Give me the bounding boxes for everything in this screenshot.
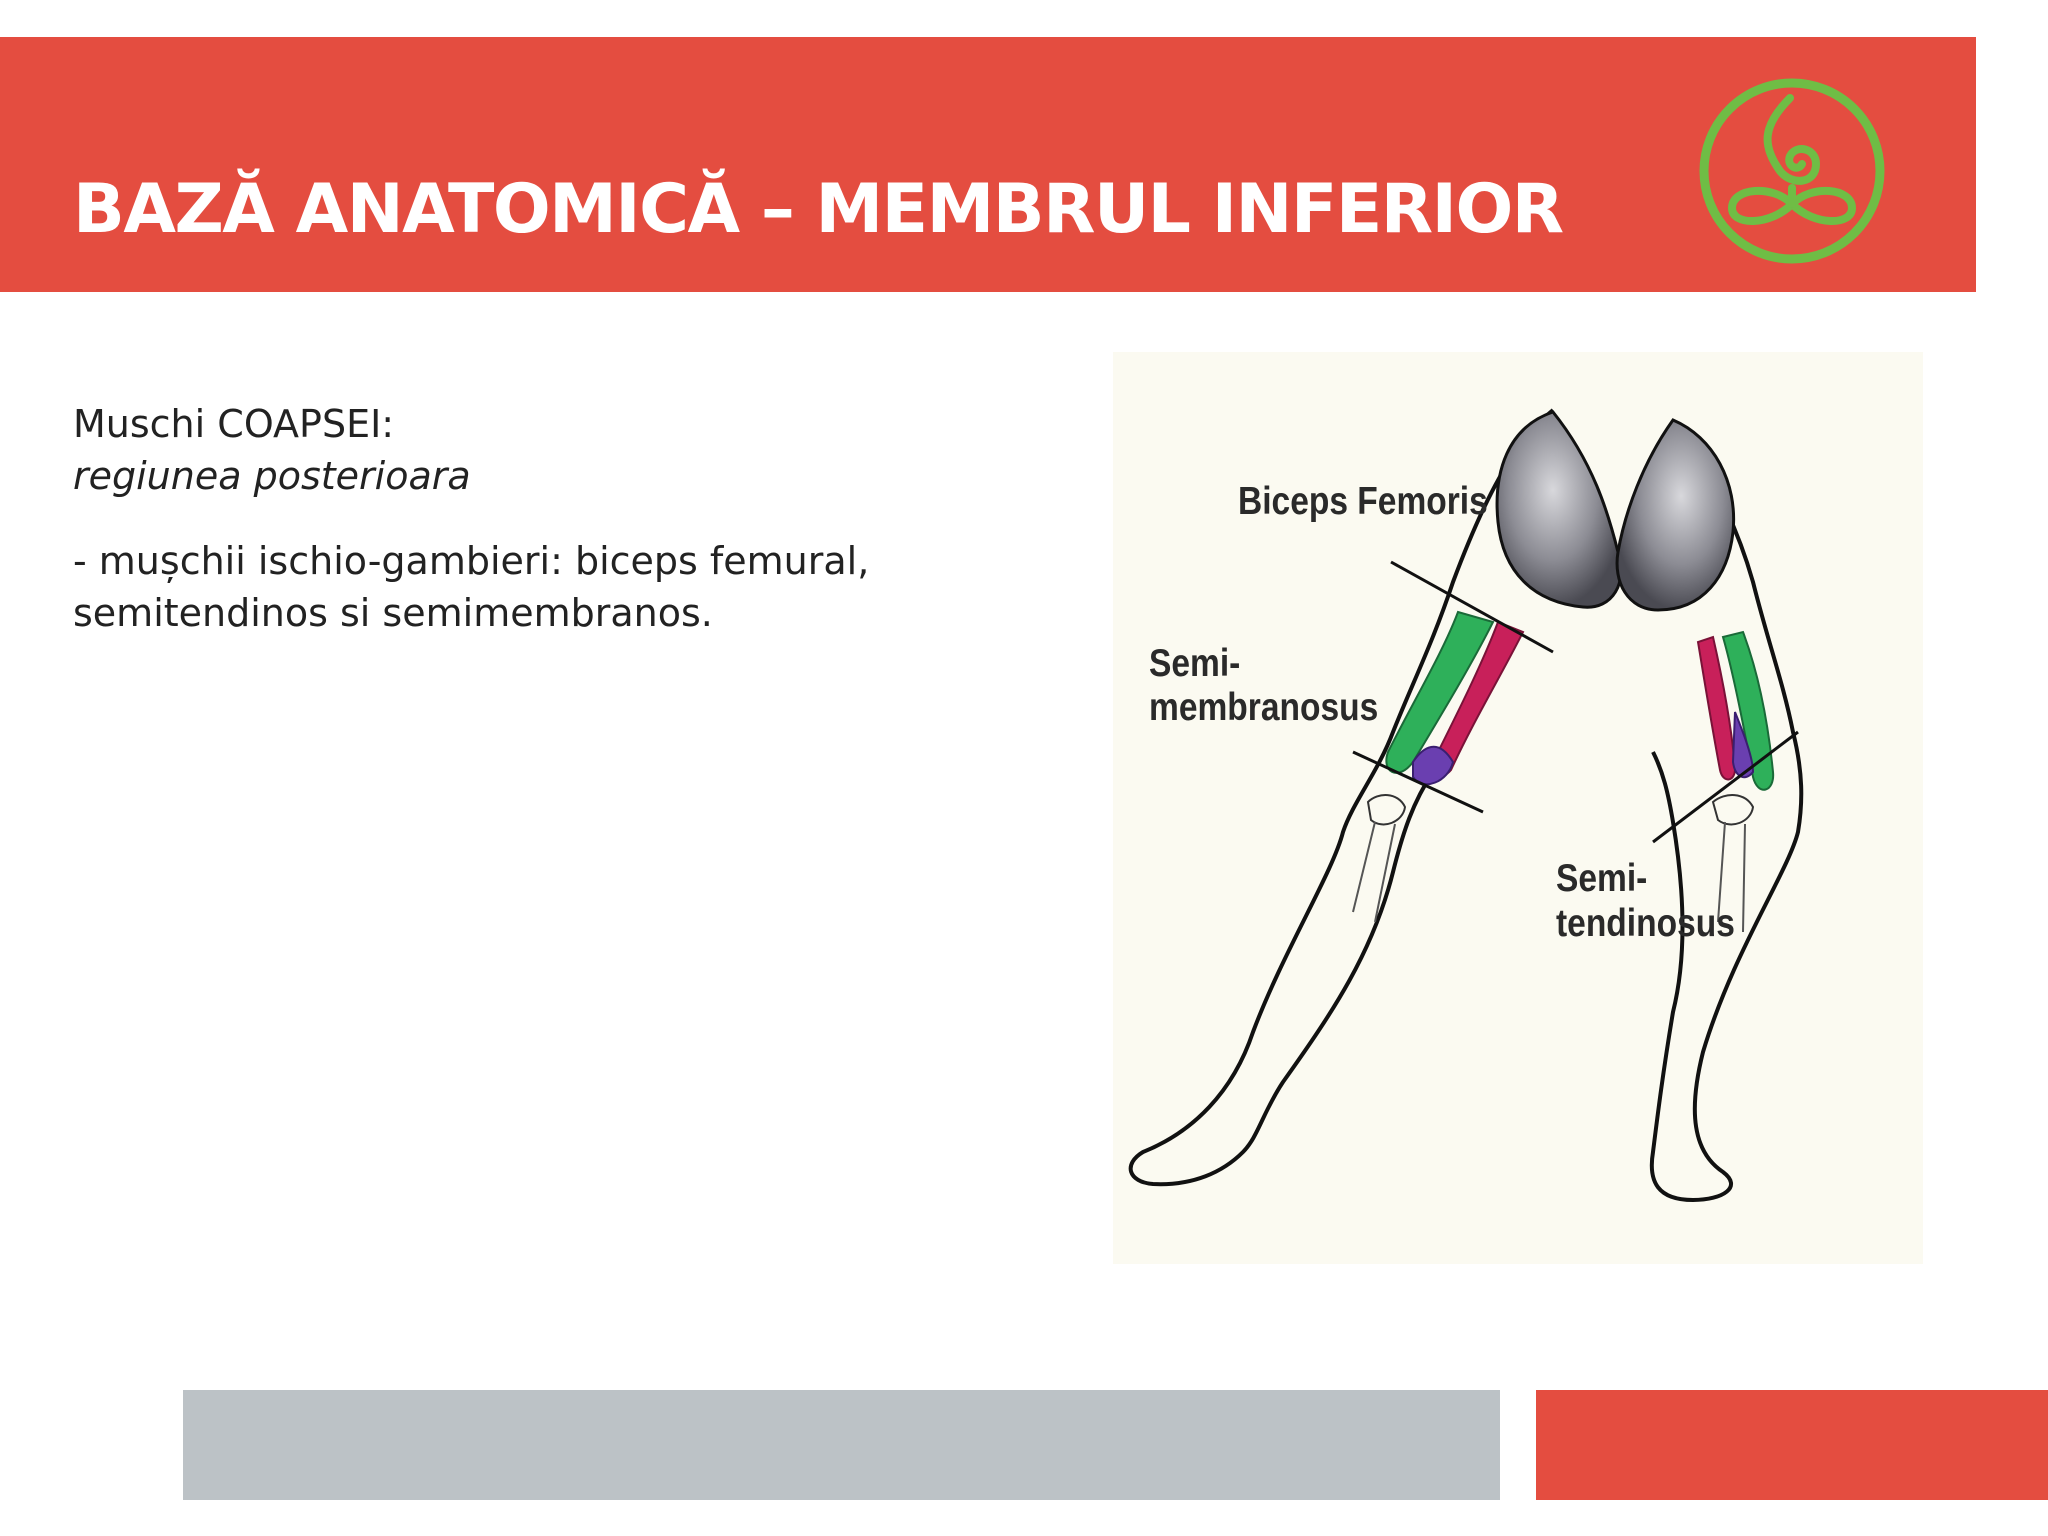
header-band [0, 37, 1976, 292]
label-semimembranosus-line2: membranosus [1149, 686, 1379, 729]
bullet-text: - mușchii ischio-gambieri: biceps femural, semitendinos si semimembranos. [73, 539, 870, 635]
yoga-spiral-logo-icon [1692, 76, 1892, 266]
label-semitendinosus-line1: Semi- [1556, 857, 1648, 900]
hamstring-anatomy-figure [1113, 352, 1923, 1264]
footer-grey-bar [183, 1390, 1500, 1500]
slide-title: BAZĂ ANATOMICĂ – MEMBRUL INFERIOR [73, 170, 1563, 249]
heading-regiunea: regiunea posterioara [73, 454, 471, 498]
footer-red-bar [1536, 1390, 2048, 1500]
legs-illustration [1113, 352, 1923, 1264]
label-biceps-femoris: Biceps Femoris [1238, 480, 1488, 523]
label-semimembranosus-line1: Semi- [1149, 642, 1241, 685]
heading-muschi-coapsei: Muschi COAPSEI: [73, 402, 395, 446]
section-heading [73, 398, 471, 502]
label-semitendinosus-line2: tendinosus [1556, 902, 1735, 945]
